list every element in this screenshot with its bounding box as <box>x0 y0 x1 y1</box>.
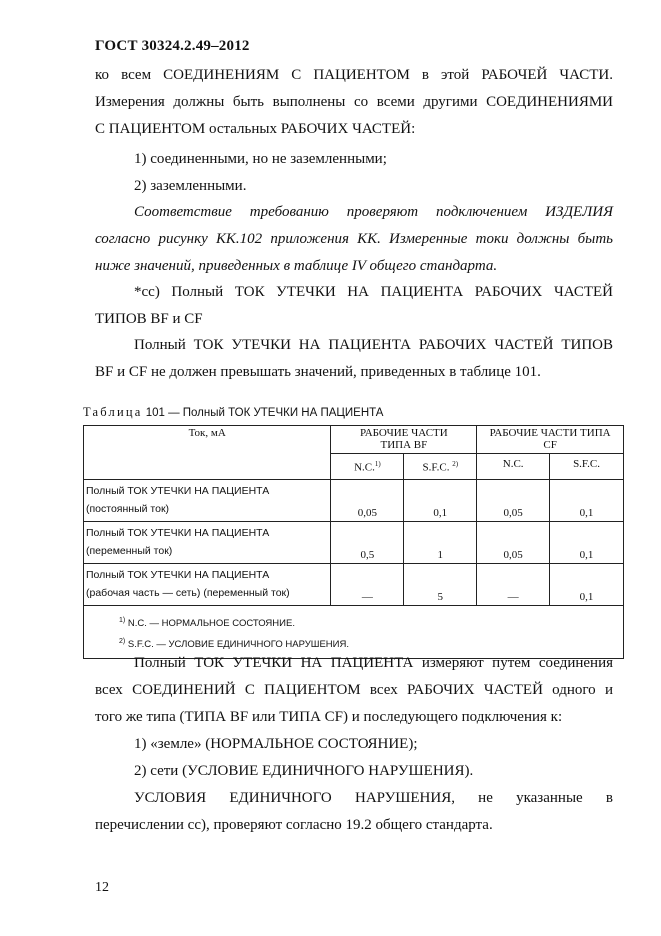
cell-bf-nc: 0,5 <box>331 522 404 564</box>
intro-item-1: 1) соединенными, но не заземленными; <box>134 151 387 167</box>
cell-cf-sfc: 0,1 <box>550 480 624 522</box>
cell-cf-sfc: 0,1 <box>550 522 624 564</box>
subheader-cf-nc: N.C. <box>477 454 550 480</box>
footnote-1-mark: 1) <box>374 460 381 468</box>
note-sfc: $^{2)}$ S.F.C. — УСЛОВИЕ ЕДИНИЧНОГО НАРУШЕНИЯ. <box>119 638 349 651</box>
measure-item-1: 1) «земле» (НОРМАЛЬНОЕ СОСТОЯНИЕ); <box>134 736 418 752</box>
subheader-cf-sfc: S.F.C. <box>550 454 624 480</box>
cell-bf-sfc: 1 <box>404 522 477 564</box>
leakage-current-table <box>83 425 624 659</box>
intro-line-1: ко всем СОЕДИНЕНИЯМ С ПАЦИЕНТОМ в этой РАБОЧЕЙ ЧАСТИ. <box>95 67 613 83</box>
row-label: Полный ТОК УТЕЧКИ НА ПАЦИЕНТА (рабочая часть — сеть) (переменный ток) <box>84 564 331 606</box>
cell-bf-sfc: 0,1 <box>404 480 477 522</box>
column-group-cf-line-2: CF <box>543 439 557 451</box>
column-group-bf-line-2: ТИПА BF <box>380 439 428 451</box>
measure-item-2: 2) сети (УСЛОВИЕ ЕДИНИЧНОГО НАРУШЕНИЯ). <box>134 763 474 779</box>
compliance-line-3: ниже значений, приведенных в таблице IV общего стандарта. <box>95 258 498 274</box>
footnote-2-mark: 2) <box>452 460 459 468</box>
subheader-bf-nc: N.C.$^{1)}$ <box>331 454 404 480</box>
measure-line-1: Полный ТОК УТЕЧКИ НА ПАЦИЕНТА измеряют путем соединения <box>134 655 613 671</box>
document-header: ГОСТ 30324.2.49–2012 <box>95 38 250 54</box>
column-group-cf <box>477 426 624 454</box>
column-header-current: Ток, мА <box>84 426 331 480</box>
sfc-para-line-2: перечислении сс), проверяют согласно 19.2 общего стандарта. <box>95 817 493 833</box>
compliance-line-1: Соответствие требованию проверяют подключением ИЗДЕЛИЯ <box>134 204 613 220</box>
section-cc-line-1: *сс) Полный ТОК УТЕЧКИ НА ПАЦИЕНТА РАБОЧИХ ЧАСТЕЙ <box>134 284 613 300</box>
limit-para-line-1: Полный ТОК УТЕЧКИ НА ПАЦИЕНТА РАБОЧИХ ЧАСТЕЙ ТИПОВ <box>134 337 613 353</box>
intro-item-2: 2) заземленными. <box>134 178 247 194</box>
table-caption-title: 101 — Полный ТОК УТЕЧКИ НА ПАЦИЕНТА <box>142 407 384 419</box>
table-row <box>84 564 624 606</box>
cell-cf-sfc: 0,1 <box>550 564 624 606</box>
cell-bf-nc: 0,05 <box>331 480 404 522</box>
column-group-bf-line-1: РАБОЧИЕ ЧАСТИ <box>360 427 448 439</box>
table-row <box>84 480 624 522</box>
intro-line-3: С ПАЦИЕНТОМ остальных РАБОЧИХ ЧАСТЕЙ: <box>95 121 416 137</box>
cell-bf-sfc: 5 <box>404 564 477 606</box>
intro-line-2: Измерения должны быть выполнены со всеми другими СОЕДИНЕНИЯМИ <box>95 94 613 110</box>
section-cc-line-2: ТИПОВ BF и CF <box>95 311 203 327</box>
table-caption <box>83 405 383 420</box>
measure-line-2: всех СОЕДИНЕНИЙ С ПАЦИЕНТОМ всех РАБОЧИХ ЧАСТЕЙ одного и <box>95 682 613 698</box>
cell-cf-nc: 0,05 <box>477 522 550 564</box>
column-group-cf-line-1: РАБОЧИЕ ЧАСТИ ТИПА <box>489 427 611 439</box>
column-group-bf <box>331 426 477 454</box>
table-caption-prefix: Таблица <box>83 405 143 419</box>
cell-cf-nc: 0,05 <box>477 480 550 522</box>
table-row <box>84 522 624 564</box>
sfc-para-line-1: УСЛОВИЯ ЕДИНИЧНОГО НАРУШЕНИЯ, не указанные в <box>134 790 613 806</box>
cell-bf-nc: — <box>331 564 404 606</box>
row-label: Полный ТОК УТЕЧКИ НА ПАЦИЕНТА (постоянный ток) <box>84 480 331 522</box>
measure-line-3: того же типа (ТИПА BF или ТИПА CF) и последующего подключения к: <box>95 709 563 725</box>
row-label: Полный ТОК УТЕЧКИ НА ПАЦИЕНТА (переменный ток) <box>84 522 331 564</box>
cell-cf-nc: — <box>477 564 550 606</box>
page-number: 12 <box>95 880 109 895</box>
compliance-line-2: согласно рисунку КК.102 приложения КК. Измеренные токи должны быть <box>95 231 613 247</box>
note-nc: $^{1)}$ N.C. — НОРМАЛЬНОЕ СОСТОЯНИЕ. <box>119 617 295 630</box>
limit-para-line-2: BF и CF не должен превышать значений, приведенных в таблице 101. <box>95 364 541 380</box>
subheader-bf-sfc: S.F.C. $^{2)}$ <box>404 454 477 480</box>
